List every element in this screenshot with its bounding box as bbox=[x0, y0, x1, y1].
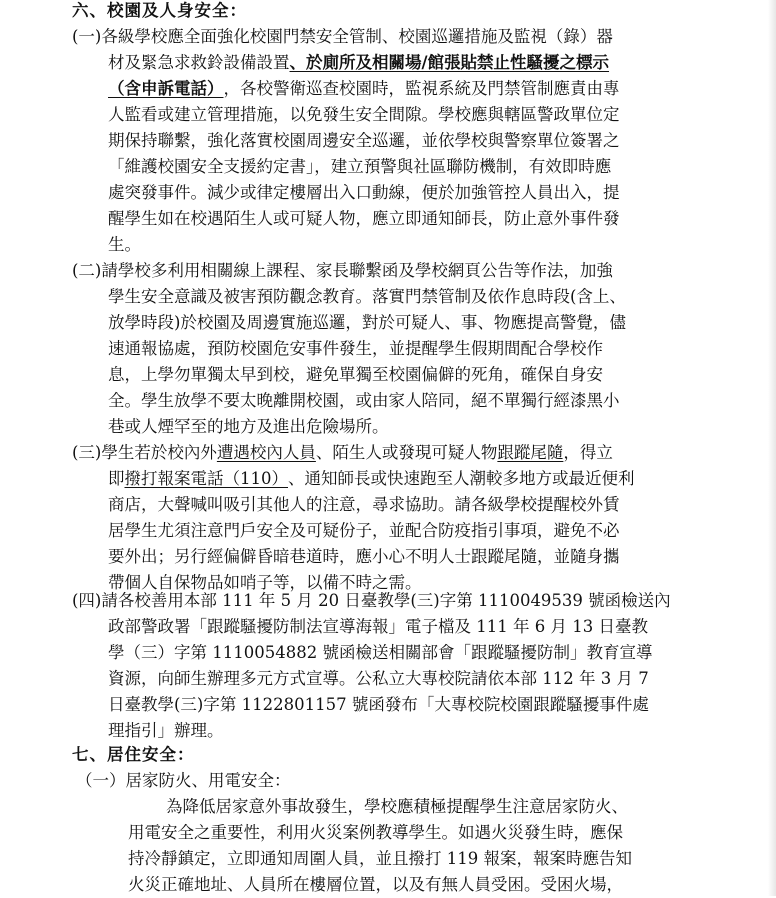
paragraph-line: 放學時段)於校園及周邊實施巡邏，對於可疑人、事、物應提高警覺，儘 bbox=[108, 313, 626, 332]
underlined-text: 撥打報案電話（110） bbox=[124, 469, 288, 488]
emphasis-text: 、於廁所及相關場/館張貼禁止性騷擾之標示 bbox=[289, 53, 610, 72]
paragraph-line: (四)請各校善用本部 111 年 5 月 20 日臺教學(三)字第 1110049539 號函檢送內 bbox=[72, 591, 671, 610]
paragraph-line: 商店，大聲喊叫吸引其他人的注意，尋求協助。請各級學校提醒校外賃 bbox=[108, 495, 620, 514]
page-edge-shadow bbox=[768, 0, 776, 896]
paragraph-line: 處突發事件。減少或律定樓層出入口動線，便於加強管控人員出入，提 bbox=[108, 183, 620, 202]
paragraph-line bbox=[108, 50, 676, 76]
text-span: (三)學生若於校內外 bbox=[72, 443, 217, 462]
text-span: 、通知師長或快速跑至人潮較多地方或最近便利 bbox=[288, 469, 635, 488]
paragraph-line: 為降低居家意外事故發生，學校應積極提醒學生注意居家防火、 bbox=[166, 797, 628, 816]
emphasis-text: （含申訴電話） bbox=[108, 79, 224, 98]
paragraph-line: (二)請學校多利用相關線上課程、家長聯繫函及學校網頁公告等作法，加強 bbox=[72, 261, 613, 280]
paragraph-line: 「維護校園安全支援約定書」，建立預警與社區聯防機制，有效即時應 bbox=[108, 157, 612, 176]
text-span: ，得立 bbox=[563, 443, 613, 462]
paragraph-line bbox=[72, 440, 676, 466]
paragraph-line: 居學生尤須注意門戶安全及可疑份子，並配合防疫指引事項，避免不必 bbox=[108, 521, 620, 540]
paragraph-line: 期保持聯繫，強化落實校園周邊安全巡邏，並依學校與警察單位簽署之 bbox=[108, 131, 620, 150]
paragraph-line: 學生安全意識及被害預防觀念教育。落實門禁管制及依作息時段(含上、 bbox=[108, 287, 626, 306]
paragraph-line: 資源，向師生辦理多元方式宣導。公私立大專校院請依本部 112 年 3 月 7 bbox=[108, 669, 649, 688]
paragraph-line bbox=[108, 466, 676, 492]
paragraph-line: 政部警政署「跟蹤騷擾防制法宣導海報」電子檔及 111 年 6 月 13 日臺教 bbox=[108, 617, 648, 636]
paragraph-line: 巷或人煙罕至的地方及進出危險場所。 bbox=[108, 417, 389, 436]
underlined-text: 跟蹤尾隨 bbox=[497, 443, 564, 462]
paragraph-line: 速通報協處，預防校園危安事件發生，並提醒學生假期間配合學校作 bbox=[108, 339, 603, 358]
paragraph-line: 生。 bbox=[108, 235, 141, 254]
text-span: ，各校警衛巡查校園時，監視系統及門禁管制應責由專 bbox=[223, 79, 620, 98]
paragraph-line bbox=[108, 76, 676, 102]
paragraph-line: 用電安全之重要性，利用火災案例教導學生。如遇火災發生時，應保 bbox=[128, 823, 623, 842]
section-heading: 七、居住安全： bbox=[72, 745, 195, 764]
paragraph-line: 要外出；另行經偏僻昏暗巷道時，應小心不明人士跟蹤尾隨，並隨身攜 bbox=[108, 547, 620, 566]
text-span: (一)各級學校應全面強化校園門禁安全管制、校園巡邏措施及監視（錄）器 bbox=[72, 27, 613, 46]
underlined-text: 遭遇校內人員 bbox=[216, 443, 316, 462]
paragraph-line: 學（三）字第 1110054882 號函檢送相關部會「跟蹤騷擾防制」教育宣導 bbox=[108, 643, 653, 662]
paragraph-line: 全。學生放學不要太晚離開校園，或由家人陪同，絕不單獨行經漆黑小 bbox=[108, 391, 620, 410]
paragraph-line: 醒學生如在校遇陌生人或可疑人物，應立即通知師長，防止意外事件發 bbox=[108, 209, 620, 228]
paragraph-line: 帶個人自保物品如哨子等，以備不時之需。 bbox=[108, 573, 422, 592]
paragraph-line bbox=[72, 24, 676, 50]
text-span: 材及緊急求救鈴設備設置 bbox=[108, 53, 290, 72]
paragraph-line: 日臺教學(三)字第 1122801157 號函發布「大專校院校園跟蹤騷擾事件處 bbox=[108, 695, 649, 714]
paragraph-line: 息，上學勿單獨太早到校，避免單獨至校園偏僻的死角，確保自身安 bbox=[108, 365, 603, 384]
paragraph-line: 理指引」辦理。 bbox=[108, 721, 224, 740]
text-span: 、陌生人或發現可疑人物 bbox=[315, 443, 498, 462]
subsection-heading: （一）居家防火、用電安全： bbox=[76, 771, 291, 790]
paragraph-line: 持冷靜鎮定，立即通知周圍人員，並且撥打 119 報案，報案時應告知 bbox=[128, 849, 632, 868]
paragraph-line: 火災正確地址、人員所在樓層位置，以及有無人員受困。受困火場， bbox=[128, 875, 623, 894]
text-span: 即 bbox=[108, 469, 125, 488]
paragraph-line: 人監看或建立管理措施，以免發生安全間隙。學校應與轄區警政單位定 bbox=[108, 105, 620, 124]
section-heading: 六、校園及人身安全： bbox=[72, 1, 247, 20]
